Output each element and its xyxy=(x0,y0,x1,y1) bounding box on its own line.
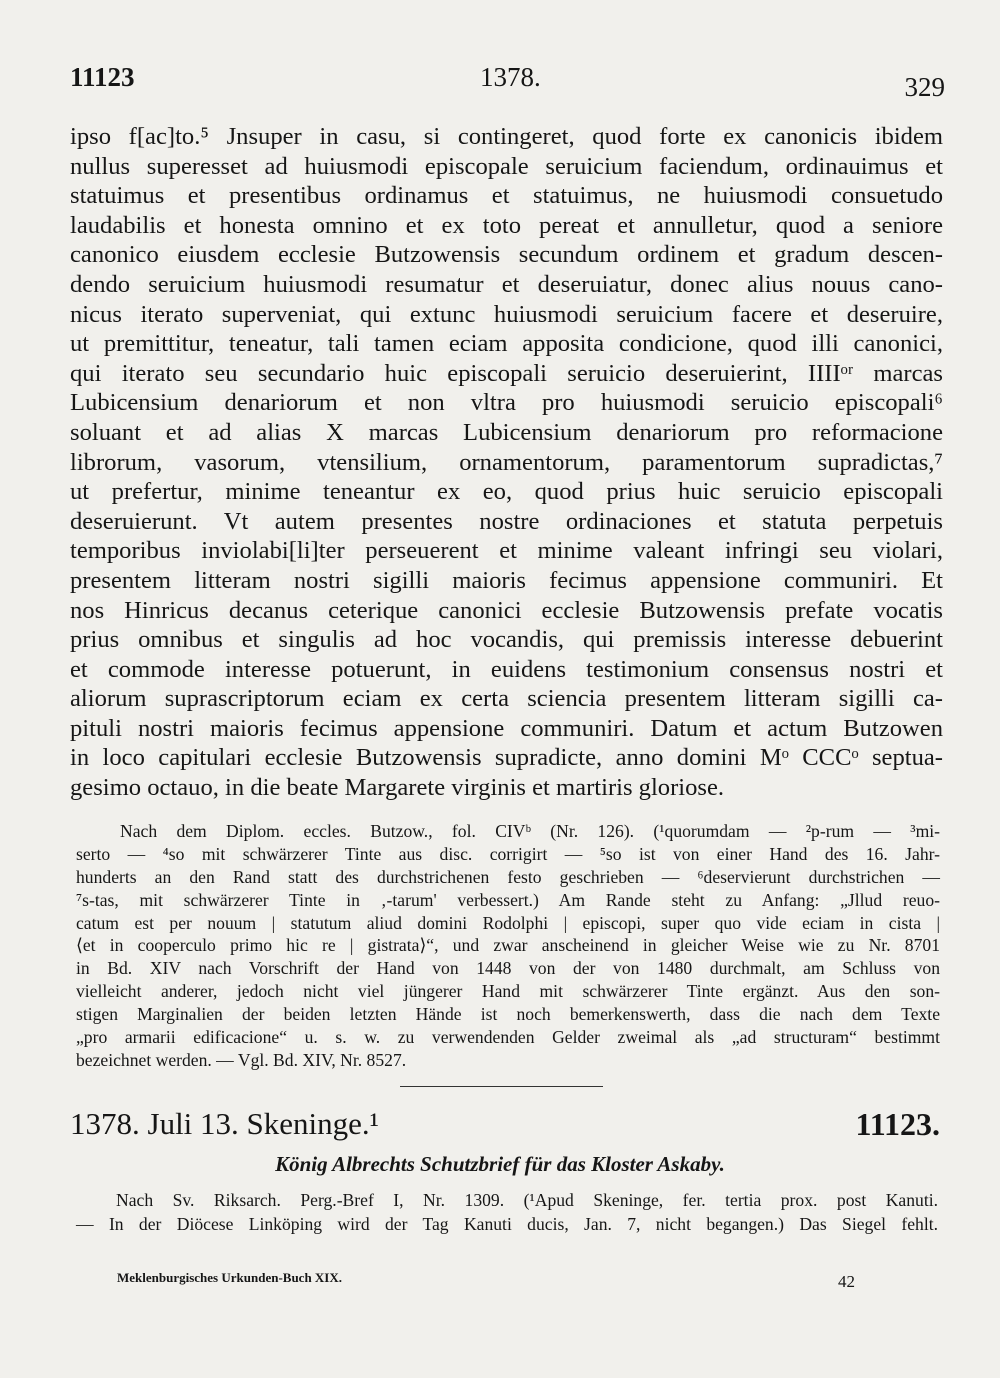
entry-note-line: — In der Diöcese Linköping wird der Tag Kanuti ducis, Jan. 7, nicht begangen.) Das Siegel fehlt. xyxy=(76,1214,938,1234)
note-line: stigen Marginalien der beiden letzten Hände ist noch bemerkenswerth, dass die nach dem Texte xyxy=(76,1004,940,1025)
editorial-notes xyxy=(76,820,940,1072)
text-line: prius omnibus et singulis ad hoc vocandis, qui premissis interesse debuerint xyxy=(70,626,943,654)
note-line: hunderts an den Rand statt des durchstrichenen festo geschrieben — ⁶deservierunt durchstrichen — xyxy=(76,866,940,887)
running-head-document-number: 11123 xyxy=(70,62,135,92)
entry-title: König Albrechts Schutzbrief für das Kloster Askaby. xyxy=(275,1152,725,1176)
entry-date-place: 1378. Juli 13. Skeninge.¹ xyxy=(70,1106,379,1141)
text-line: temporibus inviolabi[li]ter perseuerent et minime valeant infringi seu violari, xyxy=(70,537,943,565)
note-line: catum est per nouum | statutum aliud domini Rodolphi | episcopi, super quo vide eciam in cista | xyxy=(76,912,940,933)
entry-note-line: Nach Sv. Riksarch. Perg.-Bref I, Nr. 1309. (¹Apud Skeninge, fer. tertia prox. post Kanuti. xyxy=(116,1190,938,1210)
note-line: vielleicht anderer, jedoch nicht viel jüngerer Hand mit schwärzerer Tinte ergänzt. Aus den son- xyxy=(76,981,940,1002)
text-line: statuimus et presentibus ordinamus et statuimus, ne huiusmodi consuetudo xyxy=(70,182,943,210)
text-line: gesimo octauo, in die beate Margarete virginis et martiris gloriose. xyxy=(70,774,725,802)
text-line: Lubicensium denariorum et non vltra pro huiusmodi seruicio episcopali⁶ xyxy=(70,389,943,417)
text-line: ipso f[ac]to.⁵ Jnsuper in casu, si contingeret, quod forte ex canonicis ibidem xyxy=(70,123,943,150)
text-line: dendo seruicium huiusmodi resumatur et deseruiatur, donec alius nouus cano- xyxy=(70,270,943,298)
entry-notes xyxy=(76,1188,938,1236)
text-line: pituli nostri maioris fecimus appensione communiri. Datum et actum Butzowen xyxy=(70,714,943,742)
text-line: in loco capitulari ecclesie Butzowensis supradicte, anno domini Mᵒ CCCᵒ septua- xyxy=(70,744,943,772)
text-line: nullus superesset ad huiusmodi episcopale seruicium faciendum, ordinauimus et xyxy=(70,152,943,180)
text-line: nos Hinricus decanus ceterique canonici ecclesie Butzowensis prefate vocatis xyxy=(70,596,943,624)
footer-book-title: Meklenburgisches Urkunden-Buch XIX. xyxy=(117,1270,343,1285)
note-line: ⟨et in cooperculo primo hic re | gistrata⟩“, und zwar anscheinend in gleicher Weise wie zu Nr. 8701 xyxy=(76,935,940,956)
text-line: et commode interesse potuerunt, in euidens testimonium consensus nostri et xyxy=(70,655,943,683)
text-line: deseruierunt. Vt autem presentes nostre ordinaciones et statuta perpetuis xyxy=(70,507,943,535)
text-line: librorum, vasorum, vtensilium, ornamentorum, paramentorum supradictas,⁷ xyxy=(70,448,943,476)
text-line: ut prefertur, minime teneantur ex eo, quod prius huic seruicio episcopali xyxy=(70,478,943,506)
note-line: Nach dem Diplom. eccles. Butzow., fol. CIVᵇ (Nr. 126). (¹quorumdam — ²p-rum — ³mi- xyxy=(120,821,940,841)
text-line: nicus iterato superveniat, qui extunc huiusmodi seruicium facere et deseruire, xyxy=(70,300,943,328)
text-line: laudabilis et honesta omnino et ex toto pereat et annulletur, quod a seniore xyxy=(70,211,943,239)
running-head xyxy=(70,62,945,102)
entry-heading xyxy=(70,1106,940,1154)
text-line: presentem litteram nostri sigilli maioris fecimus appensione communiri. Et xyxy=(70,566,943,594)
note-line: „pro armarii edificacione“ u. s. w. zu verwendenden Gelder zweimal als „ad structuram“ bestimmt xyxy=(76,1027,940,1048)
note-line: in Bd. XIV nach Vorschrift der Hand von 1448 von der von 1480 durchmalt, am Schluss von xyxy=(76,958,940,979)
charter-text xyxy=(70,122,943,803)
text-line: aliorum suprascriptorum eciam ex certa sciencia presentem litteram sigilli ca- xyxy=(70,685,943,713)
text-line: qui iterato seu secundario huic episcopali seruicio deseruierint, IIIIᵒʳ marcas xyxy=(70,359,943,387)
note-line: ⁷s-tas, mit schwärzerer Tinte in ‚-tarum' verbessert.) Am Rande steht zu Anfang: „Jllud reuo- xyxy=(76,889,940,910)
page-number: 329 xyxy=(904,72,945,102)
text-line: canonico eiusdem ecclesie Butzowensis secundum ordinem et gradum descen- xyxy=(70,241,943,269)
note-line: bezeichnet werden. — Vgl. Bd. XIV, Nr. 8527. xyxy=(76,1049,407,1070)
text-line: ut premittitur, teneatur, tali tamen eciam apposita condicione, quod illi canonici, xyxy=(70,330,943,358)
entry-number: 11123. xyxy=(855,1106,940,1142)
section-divider xyxy=(400,1086,603,1087)
text-line: soluant et ad alias X marcas Lubicensium denariorum pro reformacione xyxy=(70,418,943,446)
running-head-year: 1378. xyxy=(480,62,541,92)
footer-signature-mark: 42 xyxy=(838,1272,855,1291)
note-line: serto — ⁴so mit schwärzerer Tinte aus disc. corrigirt — ⁵so ist von einer Hand des 16. Jahr- xyxy=(76,843,940,864)
